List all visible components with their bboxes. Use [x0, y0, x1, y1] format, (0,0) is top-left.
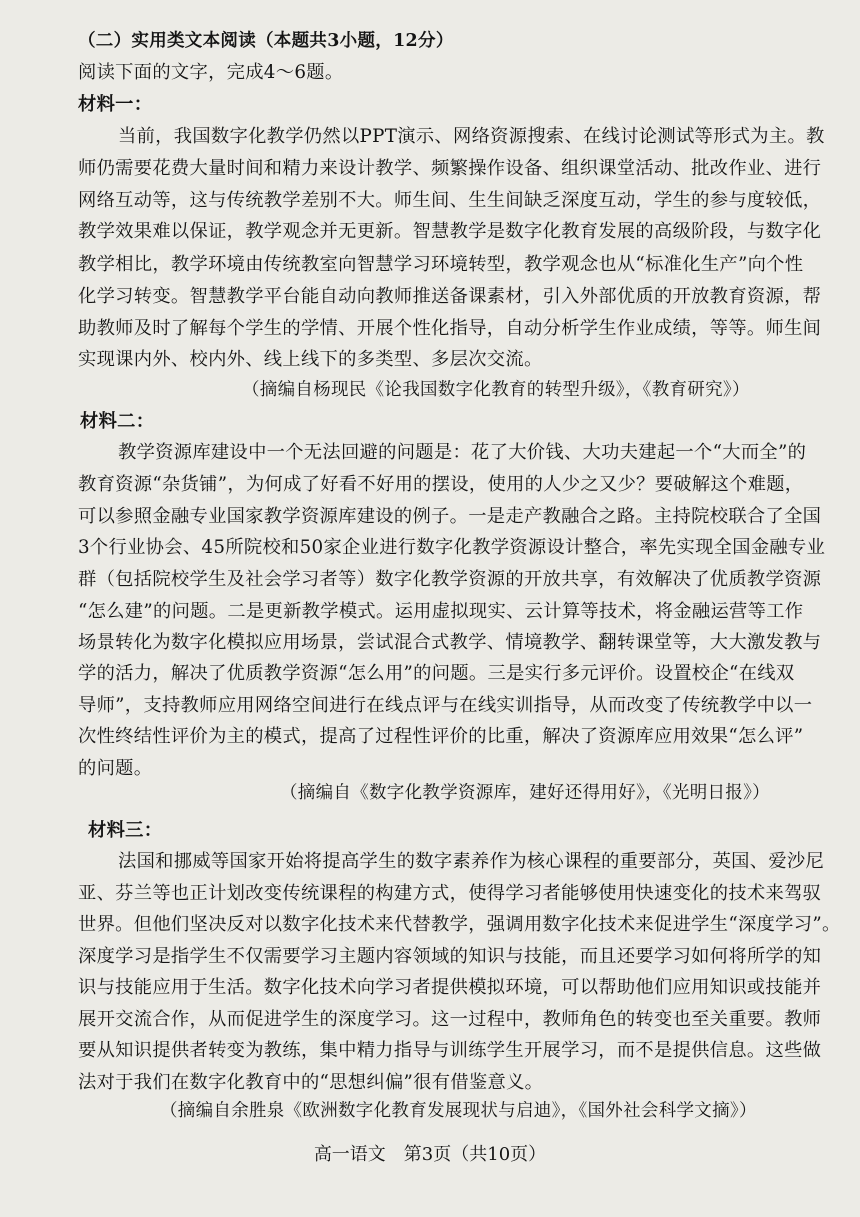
material-3-line: 展开交流合作，从而促进学生的深度学习。这一过程中，教师角色的转变也至关重要。教师 — [78, 1009, 822, 1030]
material-2-line: 教育资源“杂货铺”，为何成了好看不好用的摆设，使用的人少之又少？要破解这个难题， — [78, 474, 804, 495]
material-1-line: 当前，我国数字化教学仍然以PPT演示、网络资源搜索、在线讨论测试等形式为主。教 — [118, 126, 825, 147]
material-1-heading: 材料一： — [78, 94, 153, 115]
material-2-line: 群（包括院校学生及社会学习者等）数字化教学资源的开放共享，有效解决了优质教学资源 — [78, 569, 822, 590]
material-2-line: 的问题。 — [78, 758, 153, 779]
material-1-source: （摘编自杨现民《论我国数字化教育的转型升级》，《教育研究》） — [242, 380, 750, 400]
material-2-line: 3个行业协会、45所院校和50家企业进行数字化教学资源设计整合，率先实现全国金融专业 — [78, 537, 826, 558]
material-3-line: 世界。但他们坚决反对以数字化技术来代替教学，强调用数字化技术来促进学生“深度学习”。 — [78, 914, 841, 935]
material-3-source: （摘编自余胜泉《欧洲数字化教育发展现状与启迪》，《国外社会科学文摘》） — [160, 1101, 757, 1121]
material-1-line: 师仍需要花费大量时间和精力来设计教学、频繁操作设备、组织课堂活动、批改作业、进行 — [78, 158, 822, 179]
material-3-line: 识与技能应用于生活。数字化技术向学习者提供模拟环境，可以帮助他们应用知识或技能并 — [78, 977, 822, 998]
material-3-line: 法对于我们在数字化教育中的“思想纠偏”很有借鉴意义。 — [78, 1072, 544, 1093]
material-3-line: 深度学习是指学生不仅需要学习主题内容领域的知识与技能，而且还要学习如何将所学的知 — [78, 946, 822, 967]
material-2-line: 场景转化为数字化模拟应用场景，尝试混合式教学、情境教学、翻转课堂等，大大激发教与 — [78, 632, 822, 653]
material-1-line: 实现课内外、校内外、线上线下的多类型、多层次交流。 — [78, 349, 543, 370]
material-2-line: 导师”，支持教师应用网络空间进行在线点评与在线实训指导，从而改变了传统教学中以一 — [78, 695, 813, 716]
material-1-line: 教学效果难以保证，教学观念并无更新。智慧教学是数字化教育发展的高级阶段，与数字化 — [78, 221, 822, 242]
material-1-line: 化学习转变。智慧教学平台能自动向教师推送备课素材，引入外部优质的开放教育资源，帮 — [78, 286, 822, 307]
material-1-line: 教学相比，教学环境由传统教室向智慧学习环境转型，教学观念也从“标准化生产”向个性 — [78, 254, 804, 275]
material-2-line: 次性终结性评价为主的模式，提高了过程性评价的比重，解决了资源库应用效果“怎么评” — [78, 726, 804, 747]
material-3-line: 法国和挪威等国家开始将提高学生的数字素养作为核心课程的重要部分，英国、爱沙尼 — [118, 851, 825, 872]
material-1-line: 助教师及时了解每个学生的学情、开展个性化指导，自动分析学生作业成绩，等等。师生间 — [78, 318, 822, 339]
material-2-heading: 材料二： — [80, 411, 155, 432]
section-title: （二）实用类文本阅读（本题共3小题，12分） — [78, 31, 454, 51]
material-2-line: “怎么建”的问题。二是更新教学模式。运用虚拟现实、云计算等技术，将金融运营等工作 — [78, 601, 804, 622]
material-3-line: 要从知识提供者转变为教练，集中精力指导与训练学生开展学习，而不是提供信息。这些做 — [78, 1040, 822, 1061]
material-2-line: 学的活力，解决了优质教学资源“怎么用”的问题。三是实行多元评价。设置校企“在线双 — [78, 663, 795, 684]
material-3-line: 亚、芬兰等也正计划改变传统课程的构建方式，使得学习者能够使用快速变化的技术来驾驭 — [78, 883, 822, 904]
instruction-text: 阅读下面的文字，完成4～6题。 — [78, 62, 344, 83]
page-footer: 高一语文 第3页（共10页） — [313, 1144, 547, 1165]
material-2-line: 可以参照金融专业国家教学资源库建设的例子。一是走产教融合之路。主持院校联合了全国 — [78, 506, 822, 527]
material-2-source: （摘编自《数字化教学资源库，建好还得用好》，《光明日报》） — [280, 783, 770, 803]
material-3-heading: 材料三： — [88, 820, 163, 841]
material-2-line: 教学资源库建设中一个无法回避的问题是：花了大价钱、大功夫建起一个“大而全”的 — [118, 442, 807, 463]
material-1-line: 网络互动等，这与传统教学差别不大。师生间、生生间缺乏深度互动，学生的参与度较低， — [78, 190, 822, 211]
